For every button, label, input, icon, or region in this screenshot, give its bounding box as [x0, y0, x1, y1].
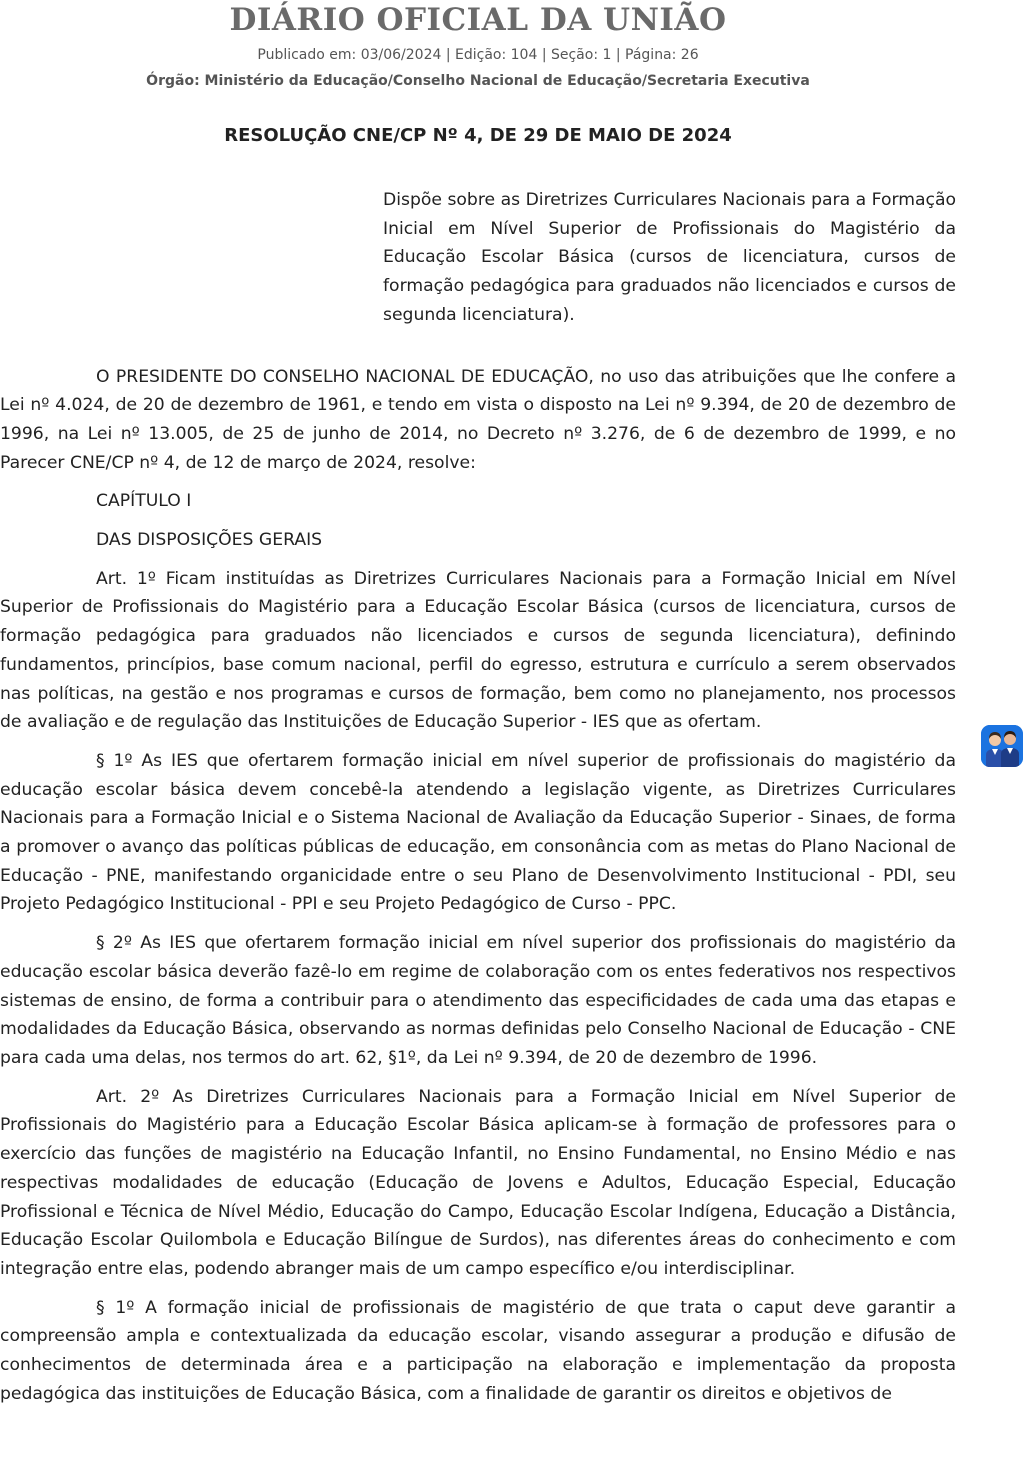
article-1-paragraph-2: § 2º As IES que ofertarem formação inicial em nível superior dos profissionais do magistério da educação escolar básica deverão fazê-lo em regime de colaboração com os entes federativos nos respectivos sistemas de ensino, de forma a contribuir para o atendimento das especificidades de cada uma das etapas e modalidades da Educação Básica, observando as normas definidas pelo Conselho Nacional de Educação - CNE para cada uma delas, nos termos do art. 62, §1º, da Lei nº 9.394, de 20 de dezembro de 1996. [0, 933, 956, 1068]
newspaper-title: DIÁRIO OFICIAL DA UNIÃO [229, 2, 727, 38]
accessibility-widget-button[interactable] [981, 725, 1023, 767]
chapter-heading: CAPÍTULO I [96, 491, 192, 512]
article-1: Art. 1º Ficam instituídas as Diretrizes Curriculares Nacionais para a Formação Inicial em Nível Superior de Profissionais do Magistério para a Educação Escolar Básica (cursos de licenciatura, cursos de formação pedagógica para graduados não licenciados e cursos de segunda licenciatura), definindo fundamentos, princípios, base comum nacional, perfil do egresso, estrutura e currículo a serem observados nas políticas, na gestão e nos programas e cursos de formação, bem como no planejamento, nos processos de avaliação e de regulação das Instituições de Educação Superior - IES que as ofertam. [0, 568, 956, 733]
issuing-organ: Órgão: Ministério da Educação/Conselho Nacional de Educação/Secretaria Executiva [146, 73, 810, 89]
article-2-paragraph-1: § 1º A formação inicial de profissionais de magistério de que trata o caput deve garantir a compreensão ampla e contextualizada da educação escolar, visando assegurar a produção e difusão de conhecimentos de determinada área e a participação na elaboração e implementação da proposta pedagógica das instituições de Educação Básica, com a finalidade de garantir os direitos e objetivos de [0, 1297, 956, 1404]
preamble: O PRESIDENTE DO CONSELHO NACIONAL DE EDUCAÇÃO, no uso das atribuições que lhe confere a Lei nº 4.024, de 20 de dezembro de 1961, e tendo em vista o disposto na Lei nº 9.394, de 20 de dezembro de 1996, na Lei nº 13.005, de 25 de junho de 2014, no Decreto nº 3.276, de 6 de dezembro de 1999, e no Parecer CNE/CP nº 4, de 12 de março de 2024, resolve: [0, 366, 956, 473]
chapter-title: DAS DISPOSIÇÕES GERAIS [96, 530, 323, 551]
document-header [0, 0, 956, 148]
resolution-title: RESOLUÇÃO CNE/CP Nº 4, DE 29 DE MAIO DE 2024 [224, 125, 732, 146]
accessibility-avatars-icon [981, 725, 1023, 767]
article-1-paragraph-1: § 1º As IES que ofertarem formação inicial em nível superior de profissionais do magistério da educação escolar básica devem concebê-la atendendo a legislação vigente, as Diretrizes Curriculares Nacionais para a Formação Inicial e o Sistema Nacional de Avaliação da Educação Superior - Sinaes, de forma a promover o avanço das políticas públicas de educação, em consonância com as metas do Plano Nacional de Educação - PNE, manifestando organicidade entre o seu Plano de Desenvolvimento Institucional - PDI, seu Projeto Pedagógico Institucional - PPI e seu Projeto Pedagógico de Curso - PPC. [0, 750, 956, 915]
article-2: Art. 2º As Diretrizes Curriculares Nacionais para a Formação Inicial em Nível Superior de Profissionais do Magistério para a Educação Escolar Básica aplicam-se à formação de professores para o exercício das funções de magistério na Educação Infantil, no Ensino Fundamental, no Ensino Médio e nas respectivas modalidades de educação (Educação de Jovens e Adultos, Educação Especial, Educação Profissional e Técnica de Nível Médio, Educação do Campo, Educação Escolar Indígena, Educação a Distância, Educação Escolar Quilombola e Educação Bilíngue de Surdos), nas diferentes áreas do conhecimento e com integração entre elas, podendo abranger mais de um campo específico e/ou interdisciplinar. [0, 1086, 956, 1279]
ementa: Dispõe sobre as Diretrizes Curriculares Nacionais para a Formação Inicial em Nível Superior de Profissionais do Magistério da Educação Escolar Básica (cursos de licenciatura, cursos de formação pedagógica para graduados não licenciados e cursos de segunda licenciatura). [383, 190, 956, 325]
publication-meta: Publicado em: 03/06/2024 | Edição: 104 | Seção: 1 | Página: 26 [257, 47, 699, 63]
document-body [0, 186, 956, 1408]
